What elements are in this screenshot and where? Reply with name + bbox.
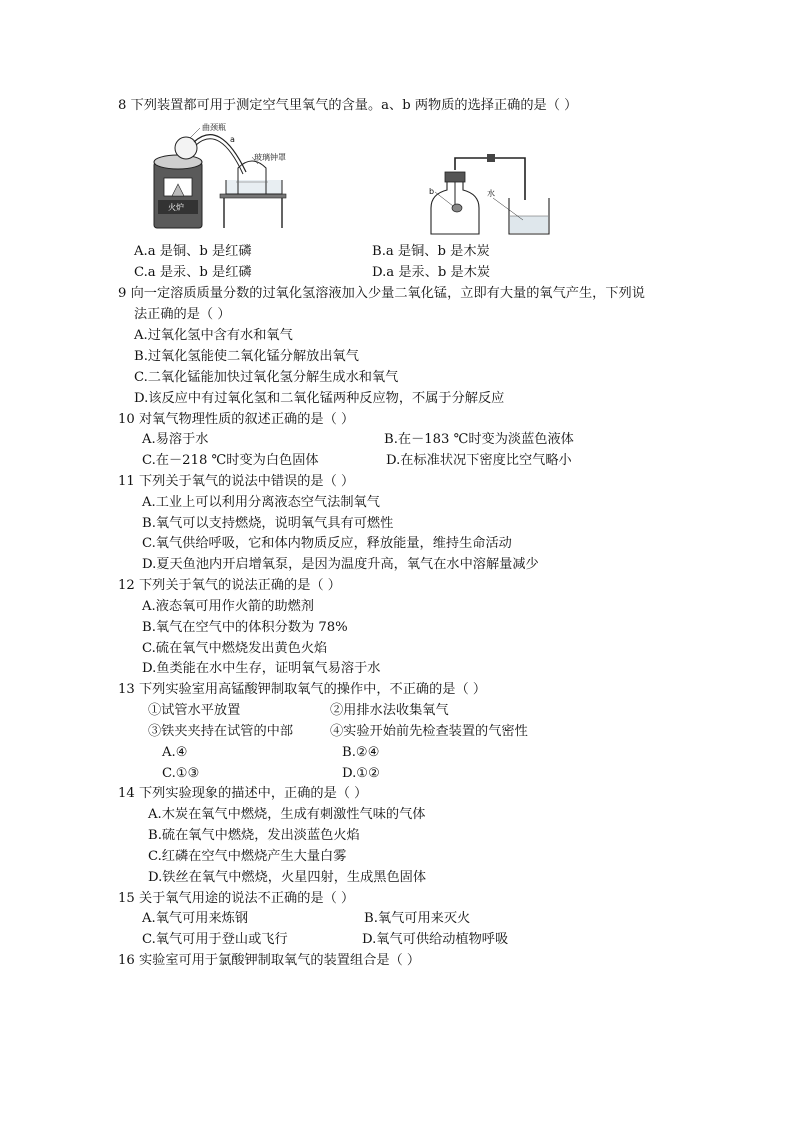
q11-option-b: B.氧气可以支持燃烧，说明氧气具有可燃性	[142, 516, 394, 531]
q10-option-d: D.在标准状况下密度比空气略小	[386, 453, 572, 468]
q13-item-2: ②用排水法收集氧气	[330, 703, 449, 718]
q15-option-c: C.氧气可用于登山或飞行	[142, 932, 288, 947]
q13-item-3: ③铁夹夹持在试管的中部	[148, 724, 294, 739]
q11-option-c: C.氧气供给呼吸，它和体内物质反应，释放能量，维持生命活动	[142, 536, 512, 551]
q9-stem-line1: 9 向一定溶质质量分数的过氧化氢溶液加入少量二氧化锰，立即有大量的氧气产生，下列说	[118, 286, 645, 301]
q13-item-4: ④实验开始前先检查装置的气密性	[330, 724, 528, 739]
q15-stem: 15 关于氧气用途的说法不正确的是（ ）	[118, 891, 355, 906]
q15-option-a: A.氧气可用来炼钢	[142, 911, 249, 926]
q14-option-a: A.木炭在氧气中燃烧，生成有刺激性气味的气体	[148, 807, 426, 822]
q8-option-a: A.a 是铜、b 是红磷	[134, 244, 252, 259]
q15-option-b: B.氧气可用来灭火	[364, 911, 471, 926]
q12-option-b: B.氧气在空气中的体积分数为 78%	[142, 620, 348, 635]
q9-option-c: C.二氧化锰能加快过氧化氢分解生成水和氧气	[134, 370, 399, 385]
q14-option-c: C.红磷在空气中燃烧产生大量白雾	[148, 849, 347, 864]
q8-option-d: D.a 是汞、b 是木炭	[372, 265, 491, 280]
flask-label: 曲颈瓶	[202, 123, 226, 132]
q9-stem-line2: 法正确的是（ ）	[134, 307, 231, 322]
q12-option-d: D.鱼类能在水中生存，证明氧气易溶于水	[142, 661, 381, 676]
q12-option-c: C.硫在氧气中燃烧发出黄色火焰	[142, 641, 328, 656]
q13-option-a: A.④	[162, 745, 188, 760]
q14-stem: 14 下列实验现象的描述中，正确的是（ ）	[118, 786, 368, 801]
q13-option-d: D.①②	[342, 766, 380, 781]
b-label: b	[429, 187, 435, 196]
q9-option-d: D.该反应中有过氧化氢和二氧化锰两种反应物，不属于分解反应	[134, 391, 505, 406]
q9-option-b: B.过氧化氢能使二氧化锰分解放出氧气	[134, 349, 359, 364]
q12-stem: 12 下列关于氧气的说法正确的是（ ）	[118, 578, 341, 593]
a-label: a	[230, 135, 235, 144]
bell-jar-label: 玻璃钟罩	[254, 153, 286, 162]
q14-option-d: D.铁丝在氧气中燃烧，火星四射，生成黑色固体	[148, 870, 427, 885]
water-label: 水	[487, 189, 495, 198]
q11-stem: 11 下列关于氧气的说法中错误的是（ ）	[118, 474, 355, 489]
q8-figure-bottle-apparatus	[425, 150, 555, 240]
q13-stem: 13 下列实验室用高锰酸钾制取氧气的操作中，不正确的是（ ）	[118, 682, 487, 697]
q14-option-b: B.硫在氧气中燃烧，发出淡蓝色火焰	[148, 828, 360, 843]
q10-option-a: A.易溶于水	[142, 432, 209, 447]
q11-option-d: D.夏天鱼池内开启增氧泵，是因为温度升高，氧气在水中溶解量减少	[142, 557, 539, 572]
q8-figure-furnace-apparatus	[150, 120, 290, 235]
q12-option-a: A.液态氧可用作火箭的助燃剂	[142, 599, 314, 614]
q11-option-a: A.工业上可以利用分离液态空气法制氧气	[142, 495, 380, 510]
q16-stem: 16 实验室可用于氯酸钾制取氧气的装置组合是（ ）	[118, 953, 421, 968]
q13-option-c: C.①③	[162, 766, 200, 781]
furnace-label: 火炉	[168, 203, 184, 212]
q8-stem: 8 下列装置都可用于测定空气里氧气的含量。a、b 两物质的选择正确的是（ ）	[118, 98, 578, 113]
q13-option-b: B.②④	[342, 745, 380, 760]
q10-option-b: B.在－183 ℃时变为淡蓝色液体	[384, 432, 574, 447]
q8-option-b: B.a 是铜、b 是木炭	[372, 244, 490, 259]
q10-stem: 10 对氧气物理性质的叙述正确的是（ ）	[118, 412, 355, 427]
q9-option-a: A.过氧化氢中含有水和氧气	[134, 328, 293, 343]
q13-item-1: ①试管水平放置	[148, 703, 241, 718]
q15-option-d: D.氧气可供给动植物呼吸	[362, 932, 509, 947]
q10-option-c: C.在－218 ℃时变为白色固体	[142, 453, 319, 468]
q8-option-c: C.a 是汞、b 是红磷	[134, 265, 252, 280]
